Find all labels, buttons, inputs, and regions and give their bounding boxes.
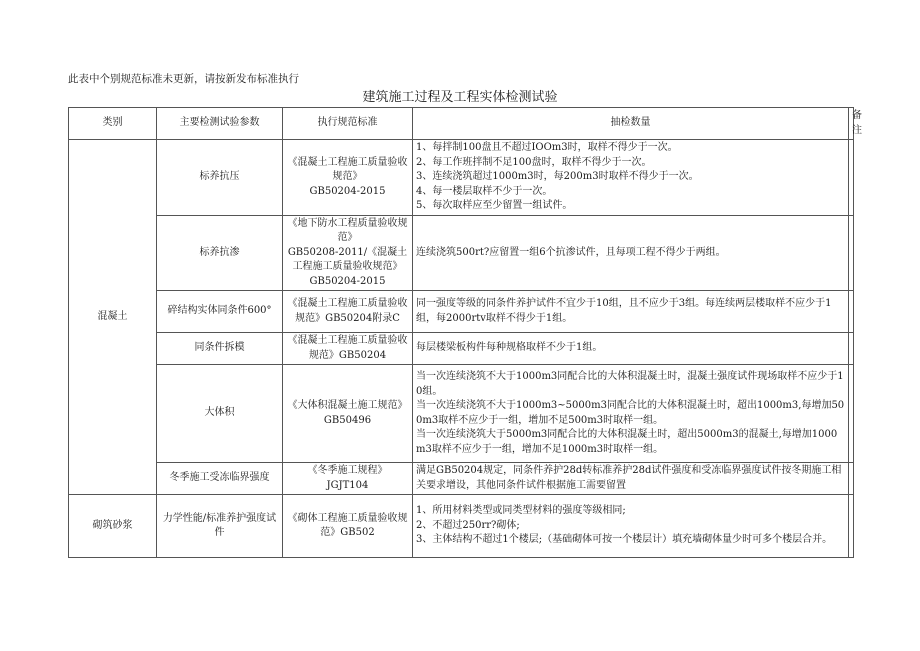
table-note: 此表中个别规范标准未更新，请按新发布标准执行 — [68, 73, 299, 85]
table-row — [69, 463, 854, 495]
quantity-line: 满足GB50204规定，同条件养护28d转标准养护28d试件强度和受冻临界强度试件按冬期施工相关要求增设，其他同条件试件根据施工需要留置 — [416, 465, 842, 491]
table-row — [69, 365, 854, 463]
quantity-cell — [413, 365, 849, 463]
quantity-line: 4、每一楼层取样不少于一次。 — [416, 185, 553, 197]
param-cell: 同条件拆模 — [157, 333, 283, 365]
param-cell: 标养抗压 — [157, 140, 283, 216]
category-cell: 砌筑砂浆 — [69, 495, 157, 558]
table-row — [69, 215, 854, 291]
header-category: 类别 — [69, 108, 157, 140]
standard-cell — [283, 365, 413, 463]
standard-cell — [283, 495, 413, 558]
quantity-line: 1、每拌制100盘且不超过IOOm3时，取样不得少于一次。 — [416, 142, 678, 153]
standard-cell — [283, 333, 413, 365]
param-cell: 标养抗渗 — [157, 215, 283, 291]
param-cell: 碎结构实体同条件600° — [157, 291, 283, 333]
quantity-line: 连续浇筑500rt?应留置一组6个抗渗试件，且每项工程不得少于两组。 — [416, 246, 726, 258]
quantity-cell — [413, 495, 849, 558]
quantity-cell — [413, 215, 849, 291]
standard-line: GB50208-2011/《混凝土工程施工质量验收规范》 — [287, 246, 408, 272]
standard-cell — [283, 291, 413, 333]
table-row — [69, 495, 854, 558]
table-header-row — [69, 108, 854, 140]
standard-line: 《冬季施工规程》 — [307, 465, 388, 476]
standard-line: 《混凝土工程施工质量验收规范》GB50204附录C — [287, 298, 408, 324]
quantity-line: 3、连续浇筑超过1000m3时，每200m3时取样不得少于一次。 — [416, 171, 699, 182]
quantity-line: 每层楼梁板构件每种规格取样不少于1组。 — [416, 342, 603, 354]
standard-line: 《大体积混凝土施工规范》GB50496 — [287, 400, 408, 426]
table-title: 建筑施工过程及工程实体检测试验 — [362, 90, 558, 105]
table-row — [69, 291, 854, 333]
quantity-line: 2、不超过250rr?砌体; — [416, 519, 520, 531]
header-quantity: 抽检数量 — [413, 108, 849, 140]
remark-cell — [849, 463, 854, 495]
standard-line: GB50204-2015 — [309, 275, 386, 287]
quantity-line: 当一次连续浇筑大于5000m3同配合比的大体积混凝土时，超出5000m3的混凝土,每增加1000m3取样不应少于一组，增加不足1000m3时取样一组。 — [416, 429, 838, 455]
standard-line: 《混凝土工程施工质量验收规范》 — [287, 156, 408, 182]
remark-cell — [849, 365, 854, 463]
header-standard: 执行规范标准 — [283, 108, 413, 140]
quantity-line: 同一强度等级的同条件养护试件不宜少于10组，且不应少于3组。每连续两层楼取样不应少于1组，每2000rtv取样不得少于1组。 — [416, 298, 832, 324]
remark-cell — [849, 333, 854, 365]
quantity-cell — [413, 291, 849, 333]
remark-cell — [849, 140, 854, 216]
param-cell: 冬季施工受冻临界强度 — [157, 463, 283, 495]
inspection-table — [68, 107, 862, 558]
standard-line: GB50204-2015 — [309, 185, 386, 197]
remark-cell — [849, 215, 854, 291]
remark-cell — [849, 291, 854, 333]
remark-cell — [849, 495, 854, 558]
standard-cell — [283, 215, 413, 291]
table-row — [69, 140, 854, 216]
param-cell: 大体积 — [157, 365, 283, 463]
standard-cell — [283, 463, 413, 495]
standard-line: 《地下防水工程质量验收规范》 — [287, 217, 408, 243]
standard-line: JGJT104 — [326, 479, 369, 491]
category-cell: 混凝土 — [69, 140, 157, 495]
table-row — [69, 333, 854, 365]
standard-line: 《砌体工程施工质量验收规范》GB502 — [287, 512, 408, 538]
quantity-cell — [413, 140, 849, 216]
header-remark: 备注 — [849, 108, 854, 140]
header-param: 主要检测试验参数 — [157, 108, 283, 140]
quantity-cell — [413, 333, 849, 365]
quantity-line: 5、每次取样应至少留置一组试件。 — [416, 200, 573, 211]
param-cell: 力学性能/标准养护强度试件 — [157, 495, 283, 558]
quantity-cell — [413, 463, 849, 495]
standard-cell — [283, 140, 413, 216]
quantity-line: 1、所用材料类型或同类型材料的强度等级相同; — [416, 505, 626, 517]
standard-line: 《混凝土工程施工质量验收规范》GB50204 — [287, 335, 408, 361]
quantity-line: 2、每工作班拌制不足100盘时，取样不得少于一次。 — [416, 156, 652, 168]
quantity-line: 3、主体结构不超过1个楼层;（基础砌体可按一个楼层计）填充墙砌体量少时可多个楼层合并。 — [416, 534, 833, 546]
quantity-line: 当一次连续浇筑不大于1000m3~5000m3同配合比的大体积混凝土时，超出1000m3,每增加500m3取样不应少于一组，增加不足500m3时取样一组。 — [416, 400, 845, 426]
quantity-line: 当一次连续浇筑不大于1000m3同配合比的大体积混凝土时，混凝土强度试件现场取样不应少于10组。 — [416, 371, 844, 397]
